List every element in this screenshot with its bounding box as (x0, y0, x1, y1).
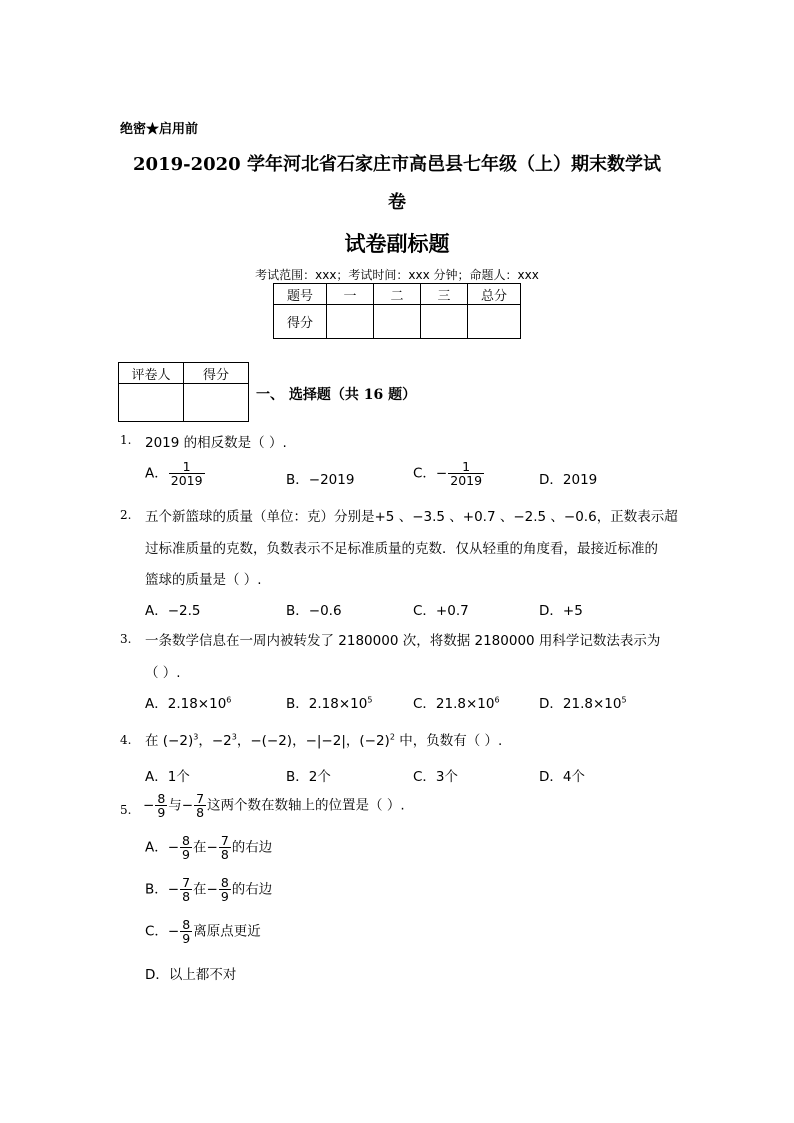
score-table (273, 283, 521, 339)
exponent: 6 (226, 695, 232, 705)
exponent: 2 (389, 732, 395, 742)
option-base: D．21.8×10 (539, 696, 622, 712)
fraction (155, 792, 167, 819)
question-text-line: 过标准质量的克数，负数表示不足标准质量的克数．仅从轻重的角度看，最接近标准的 (145, 541, 658, 557)
score-header-cell: 题号 (274, 284, 327, 305)
denominator: 8 (182, 889, 191, 905)
fraction (180, 834, 192, 861)
denominator: 8 (220, 847, 229, 863)
numerator: 8 (182, 833, 190, 848)
option-c: C．+0.7 (413, 603, 469, 619)
question-text-line: 五个新篮球的质量（单位：克）分别是+5 、−3.5 、+0.7 、−2.5 、−0.6，正数表示超 (145, 509, 678, 525)
option-label: A．− (145, 839, 180, 856)
option-c (413, 460, 485, 487)
text-part: − (143, 797, 155, 814)
fraction (448, 460, 484, 487)
option-base: A．2.18×10 (145, 696, 227, 712)
fraction (180, 876, 192, 903)
option-d: D．以上都不对 (145, 967, 237, 983)
grader-table-row (119, 384, 249, 422)
text-part: 的右边 (231, 881, 273, 898)
question-text-line: 篮球的质量是（ ）. (145, 572, 262, 588)
option-b: B．−2019 (286, 472, 355, 488)
denominator: 9 (182, 931, 191, 947)
text-part: 在 (−2) (145, 733, 194, 749)
text-part: 中，负数有（ ）. (394, 733, 503, 749)
grader-cell (119, 384, 184, 422)
score-header-cell: 二 (374, 284, 421, 305)
exponent: 5 (621, 695, 627, 705)
question-text: 2019 的相反数是（ ）. (145, 435, 287, 451)
text-part: 的右边 (231, 839, 273, 856)
option-a (145, 834, 272, 861)
question-text-line: （ ）. (145, 665, 181, 681)
option-d: D．+5 (539, 603, 583, 619)
question-number: 5. (120, 803, 132, 817)
option-b (145, 876, 272, 903)
text-part: 离原点更近 (193, 923, 261, 940)
option-b: B．2个 (286, 769, 331, 785)
exam-info: 考试范围：xxx；考试时间：xxx 分钟；命题人：xxx (255, 268, 539, 282)
option-b: B．−0.6 (286, 603, 342, 619)
score-header-cell: 一 (327, 284, 374, 305)
denominator: 8 (196, 805, 205, 821)
question-text (145, 729, 502, 749)
option-a: A．1个 (145, 769, 190, 785)
text-part: 在− (193, 881, 218, 898)
option-a: A．−2.5 (145, 603, 201, 619)
numerator: 1 (448, 460, 484, 474)
option-base: B．2.18×10 (286, 696, 368, 712)
exponent: 5 (367, 695, 373, 705)
secret-mark: 绝密★启用前 (120, 122, 199, 137)
text-part: 这两个数在数轴上的位置是（ ）. (207, 797, 405, 814)
denominator: 2019 (450, 473, 483, 489)
score-row-label: 得分 (274, 305, 327, 339)
option-label: B．− (145, 881, 180, 898)
denominator: 9 (182, 847, 190, 863)
score-cell (421, 305, 468, 339)
score-table-header-row (274, 284, 521, 305)
denominator: 2019 (170, 473, 203, 489)
exponent: 6 (494, 695, 500, 705)
option-c: C．3个 (413, 769, 459, 785)
denominator: 9 (220, 889, 229, 905)
option-base: C．21.8×10 (413, 696, 495, 712)
text-part: 与− (168, 797, 194, 814)
exam-title-line1: 2019-2020 学年河北省石家庄市高邑县七年级（上）期末数学试 (133, 154, 661, 175)
exam-subtitle: 试卷副标题 (344, 231, 450, 256)
question-number: 4. (120, 733, 132, 747)
exponent: 3 (231, 732, 237, 742)
grader-header-cell: 评卷人 (119, 363, 184, 384)
denominator: 9 (157, 805, 166, 821)
numerator: 8 (220, 875, 229, 890)
text-part: 在− (193, 839, 218, 856)
question-text-line: 一条数学信息在一周内被转发了 2180000 次，将数据 2180000 用科学记数法表示为 (145, 633, 661, 649)
fraction (194, 792, 206, 819)
option-c (145, 918, 261, 945)
grader-header-cell: 得分 (184, 363, 249, 384)
fraction (180, 918, 192, 945)
numerator: 7 (220, 833, 229, 848)
option-a (145, 460, 206, 487)
section-heading: 一、 选择题（共 16 题） (256, 387, 417, 403)
grader-cell (184, 384, 249, 422)
option-label: C．− (413, 465, 448, 482)
fraction (169, 460, 205, 487)
option-d: D．4个 (539, 769, 585, 785)
score-table-row (274, 305, 521, 339)
numerator: 7 (182, 875, 191, 890)
grader-table (118, 362, 249, 422)
numerator: 8 (157, 791, 166, 806)
numerator: 7 (196, 791, 205, 806)
question-number: 2. (120, 508, 132, 522)
score-cell (468, 305, 521, 339)
option-c (413, 692, 500, 712)
score-header-cell: 总分 (468, 284, 521, 305)
text-part: ，−(−2)，−|−2|，(−2) (236, 733, 390, 749)
numerator: 8 (182, 917, 191, 932)
fraction (219, 876, 231, 903)
question-number: 1. (120, 433, 132, 447)
numerator: 1 (169, 460, 205, 474)
score-cell (327, 305, 374, 339)
option-b (286, 692, 372, 712)
score-header-cell: 三 (421, 284, 468, 305)
option-label: A． (145, 465, 168, 482)
question-text (143, 792, 405, 819)
grader-table-header-row (119, 363, 249, 384)
exponent: 3 (193, 732, 199, 742)
option-a (145, 692, 231, 712)
option-d: D．2019 (539, 472, 598, 488)
score-cell (374, 305, 421, 339)
exam-title-line2: 卷 (388, 192, 406, 213)
text-part: ，−2 (198, 733, 232, 749)
option-label: C．− (145, 923, 180, 940)
fraction (219, 834, 231, 861)
option-d (539, 692, 627, 712)
question-number: 3. (120, 632, 132, 646)
